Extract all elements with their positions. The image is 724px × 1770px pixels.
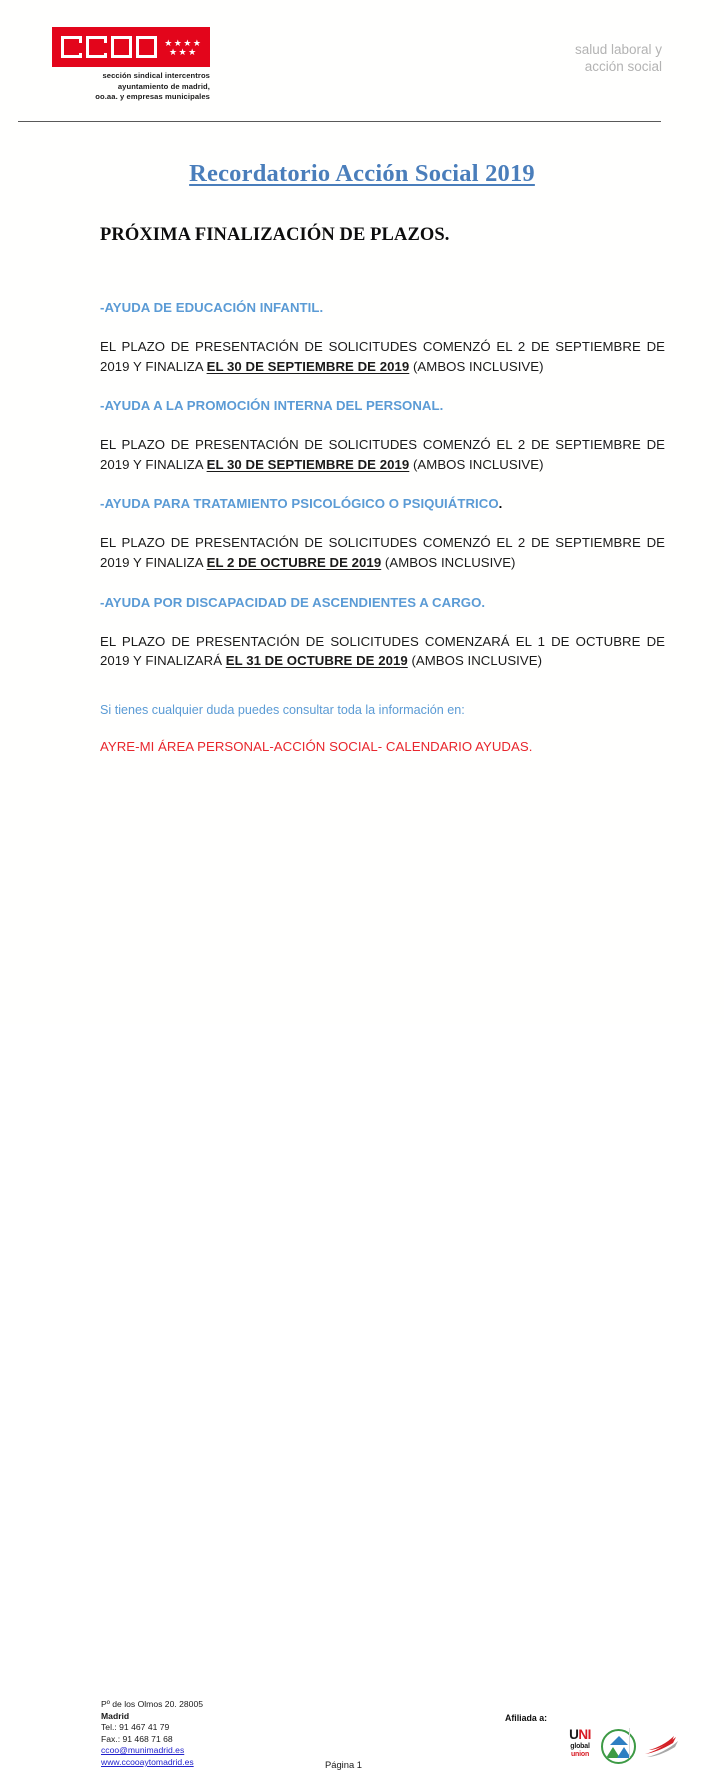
footer-street: Pº de los Olmos 20. 28005 bbox=[101, 1699, 204, 1709]
document-body bbox=[100, 300, 665, 754]
page-subtitle: PRÓXIMA FINALIZACIÓN DE PLAZOS. bbox=[100, 225, 450, 245]
uni-logo-letters-ni: NI bbox=[578, 1727, 591, 1742]
closing-reference: AYRE-MI ÁREA PERSONAL-ACCIÓN SOCIAL- CALENDARIO AYUDAS. bbox=[100, 738, 533, 754]
footer-website-link[interactable]: www.ccooaytomadrid.es bbox=[101, 1756, 194, 1767]
affiliate-logos bbox=[566, 1728, 689, 1764]
aid-section-heading-text: -AYUDA POR DISCAPACIDAD DE ASCENDIENTES A CARGO. bbox=[100, 594, 486, 610]
aid-section-body bbox=[100, 435, 665, 474]
uni-logo-word-union: union bbox=[570, 1750, 590, 1758]
ccoo-letter-c2 bbox=[86, 36, 107, 58]
aid-section-heading-text: -AYUDA DE EDUCACIÓN INFANTIL. bbox=[100, 300, 324, 315]
uni-logo-letter-u: U bbox=[569, 1727, 579, 1742]
footer-phone: Tel.: 91 467 41 79 bbox=[101, 1722, 170, 1733]
aid-section-body bbox=[100, 632, 665, 671]
brand-subtitle-line-1: sección sindical intercentros bbox=[102, 71, 210, 80]
page-title: Recordatorio Acción Social 2019 bbox=[189, 160, 535, 187]
star-icon: ★ bbox=[188, 46, 197, 57]
document-footer bbox=[0, 844, 724, 1770]
brand-block bbox=[52, 27, 210, 103]
aid-section bbox=[100, 496, 665, 572]
footer-address bbox=[101, 1699, 203, 1769]
footer-city: Madrid bbox=[101, 1710, 130, 1721]
header-tagline bbox=[575, 41, 662, 75]
affiliate-divider bbox=[629, 1728, 630, 1758]
aid-body-after: (AMBOS INCLUSIVE) bbox=[381, 554, 516, 570]
aid-section-heading bbox=[100, 496, 665, 511]
star-icon: ★ bbox=[168, 46, 178, 57]
aid-body-after: (AMBOS INCLUSIVE) bbox=[409, 456, 544, 472]
header-divider bbox=[18, 121, 661, 122]
brand-subtitle bbox=[52, 71, 210, 103]
star-icon: ★ bbox=[164, 37, 173, 48]
aid-body-after: (AMBOS INCLUSIVE) bbox=[409, 358, 544, 374]
aid-section-body bbox=[100, 337, 665, 376]
aid-section-heading-text: -AYUDA A LA PROMOCIÓN INTERNA DEL PERSONAL. bbox=[100, 398, 444, 414]
aid-section bbox=[100, 398, 665, 474]
aid-section-heading-period: . bbox=[498, 496, 503, 512]
uni-logo-word-global: global bbox=[570, 1742, 590, 1750]
circle-logo-blue-arrow bbox=[610, 1736, 628, 1745]
star-icon: ★ bbox=[173, 37, 182, 48]
aid-section bbox=[100, 595, 665, 671]
aid-section-heading bbox=[100, 300, 665, 315]
footer-fax: Fax.: 91 468 71 68 bbox=[101, 1733, 173, 1744]
closing-question: Si tienes cualquier duda puedes consultar toda la información en: bbox=[100, 702, 465, 717]
aid-section bbox=[100, 300, 665, 376]
aid-body-after: (AMBOS INCLUSIVE) bbox=[407, 653, 543, 669]
header-tagline-line-1: salud laboral y bbox=[574, 42, 662, 57]
affiliate-label: Afiliada a: bbox=[505, 1713, 548, 1723]
ccoo-logo-letters bbox=[61, 36, 157, 58]
aid-body-deadline: EL 2 DE OCTUBRE DE 2019 bbox=[206, 554, 382, 570]
aid-section-heading-text: -AYUDA PARA TRATAMIENTO PSICOLÓGICO O PSIQUIÁTRICO bbox=[100, 496, 499, 512]
brand-subtitle-line-2: ayuntamiento de madrid, bbox=[117, 81, 210, 91]
uni-logo-mark bbox=[569, 1728, 591, 1742]
uni-global-union-logo bbox=[566, 1728, 594, 1764]
red-swoosh-logo bbox=[643, 1732, 689, 1760]
star-icon: ★ bbox=[183, 37, 192, 48]
brand-subtitle-line-3: oo.aa. y empresas municipales bbox=[95, 92, 210, 101]
aid-section-heading bbox=[100, 398, 665, 413]
madrid-stars-icon bbox=[164, 39, 201, 56]
star-icon: ★ bbox=[192, 37, 201, 48]
star-row-bottom bbox=[169, 48, 196, 56]
aid-body-before: EL PLAZO DE PRESENTACIÓN DE SOLICITUDES COMENZÓ EL 2 DE SEPTIEMBRE DE 2019 Y FINALIZA bbox=[100, 437, 665, 472]
aid-body-deadline: EL 30 DE SEPTIEMBRE DE 2019 bbox=[206, 456, 410, 472]
aid-body-deadline: EL 31 DE OCTUBRE DE 2019 bbox=[225, 653, 408, 669]
aid-body-before: EL PLAZO DE PRESENTACIÓN DE SOLICITUDES COMENZARÁ EL 1 DE OCTUBRE DE 2019 Y FINALIZARÁ bbox=[100, 633, 665, 669]
aid-body-deadline: EL 30 DE SEPTIEMBRE DE 2019 bbox=[206, 358, 410, 374]
green-circle-logo bbox=[601, 1729, 636, 1764]
ccoo-letter-o2 bbox=[136, 36, 157, 58]
aid-body-before: EL PLAZO DE PRESENTACIÓN DE SOLICITUDES COMENZÓ EL 2 DE SEPTIEMBRE DE 2019 Y FINALIZA bbox=[100, 339, 665, 374]
header-tagline-line-2: acción social bbox=[584, 59, 662, 74]
footer-email-link[interactable]: ccoo@munimadrid.es bbox=[101, 1745, 185, 1756]
aid-section-heading bbox=[100, 595, 665, 610]
star-row-top bbox=[164, 39, 201, 47]
aid-section-body bbox=[100, 533, 665, 572]
ccoo-letter-c1 bbox=[61, 36, 82, 58]
ccoo-logo bbox=[52, 27, 210, 67]
page-number: Página 1 bbox=[325, 1759, 363, 1770]
star-icon: ★ bbox=[178, 46, 187, 57]
red-swoosh-icon bbox=[643, 1732, 689, 1760]
ccoo-letter-o1 bbox=[111, 36, 132, 58]
document-header bbox=[0, 0, 724, 122]
aid-body-before: EL PLAZO DE PRESENTACIÓN DE SOLICITUDES COMENZÓ EL 2 DE SEPTIEMBRE DE 2019 Y FINALIZA bbox=[100, 535, 665, 570]
